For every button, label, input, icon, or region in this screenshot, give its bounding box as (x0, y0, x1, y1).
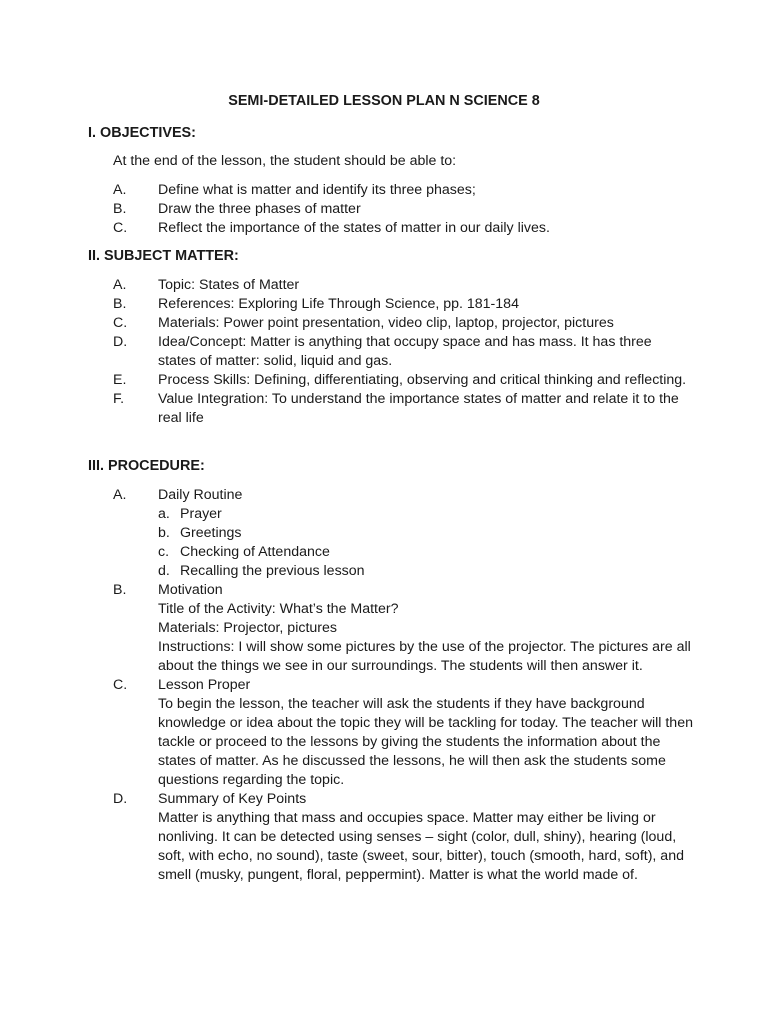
list-item-text: Topic: States of Matter (158, 277, 300, 293)
procedure-heading: III. PROCEDURE: (88, 458, 205, 474)
list-item (158, 505, 693, 524)
document-title: SEMI-DETAILED LESSON PLAN N SCIENCE 8 (228, 93, 540, 109)
objectives-list (113, 181, 693, 238)
subject-matter-list (113, 276, 693, 428)
list-item-text: Materials: Power point presentation, video clip, laptop, projector, pictures (158, 315, 614, 331)
list-item (113, 200, 693, 219)
list-item (113, 314, 693, 333)
subject-matter-heading: II. SUBJECT MATTER: (88, 248, 239, 264)
list-marker: b. (158, 525, 170, 541)
daily-routine-sublist (158, 505, 693, 581)
daily-routine-label: Daily Routine (158, 487, 243, 503)
list-marker: d. (158, 563, 170, 579)
list-marker: B. (113, 296, 127, 312)
list-item (158, 562, 693, 581)
list-marker: A. (113, 487, 127, 503)
list-item (113, 295, 693, 314)
list-item-text: Recalling the previous lesson (180, 563, 365, 579)
list-item (113, 219, 693, 238)
procedure-item-daily-routine (113, 486, 693, 581)
list-marker: A. (113, 277, 127, 293)
list-marker: a. (158, 506, 170, 522)
motivation-activity-title: Title of the Activity: What’s the Matter? (158, 601, 399, 617)
list-marker: C. (113, 677, 128, 693)
lesson-proper-label: Lesson Proper (158, 677, 251, 693)
list-marker: B. (113, 201, 127, 217)
list-marker: B. (113, 582, 127, 598)
list-marker: F. (113, 391, 125, 407)
objectives-heading: I. OBJECTIVES: (88, 125, 196, 141)
lesson-proper-text: To begin the lesson, the teacher will ask the students if they have background knowledge or idea about the topic they will be tackling for today. The teacher will then tackle or proceed to the lessons by giving the students the information about the states of matter. As he discussed the lessons, he will then ask the students some questions regarding the topic. (158, 696, 693, 788)
list-item-text: Greetings (180, 525, 242, 541)
list-item (113, 181, 693, 200)
list-marker: C. (113, 220, 128, 236)
list-item-text: Prayer (180, 506, 222, 522)
list-item-text: Process Skills: Defining, differentiating, observing and critical thinking and reflecting. (158, 372, 687, 388)
list-item (113, 371, 693, 390)
list-item-text: Draw the three phases of matter (158, 201, 361, 217)
procedure-item-lesson-proper (113, 676, 693, 790)
list-item-text: Idea/Concept: Matter is anything that occupy space and has mass. It has three states of matter: solid, liquid and gas. (158, 334, 652, 369)
summary-label: Summary of Key Points (158, 791, 307, 807)
list-item-text: Reflect the importance of the states of matter in our daily lives. (158, 220, 550, 236)
list-item (158, 543, 693, 562)
procedure-item-motivation (113, 581, 693, 676)
list-item (158, 524, 693, 543)
list-item (113, 390, 693, 428)
objectives-intro: At the end of the lesson, the student should be able to: (113, 153, 457, 169)
list-item-text: Define what is matter and identify its three phases; (158, 182, 476, 198)
list-marker: A. (113, 182, 127, 198)
list-item-text: References: Exploring Life Through Science, pp. 181-184 (158, 296, 519, 312)
motivation-label: Motivation (158, 582, 223, 598)
motivation-instructions: Instructions: I will show some pictures by the use of the projector. The pictures are all about the things we see in our surroundings. The students will then answer it. (158, 639, 691, 674)
list-marker: c. (158, 544, 170, 560)
procedure-list (113, 486, 693, 885)
list-item-text: Value Integration: To understand the importance states of matter and relate it to the real life (158, 391, 679, 426)
list-marker: E. (113, 372, 127, 388)
motivation-materials: Materials: Projector, pictures (158, 620, 337, 636)
list-marker: C. (113, 315, 128, 331)
list-item-text: Checking of Attendance (180, 544, 330, 560)
list-marker: D. (113, 334, 128, 350)
list-item (113, 276, 693, 295)
list-item (113, 333, 693, 371)
summary-text: Matter is anything that mass and occupies space. Matter may either be living or nonliving. It can be detected using senses – sight (color, dull, shiny), hearing (loud, soft, with echo, no sound), taste (sweet, sour, bitter), touch (smooth, hard, soft), and smell (musky, pungent, floral, peppermint). Matter is what the world made of. (158, 810, 684, 883)
list-marker: D. (113, 791, 128, 807)
procedure-item-summary (113, 790, 693, 885)
